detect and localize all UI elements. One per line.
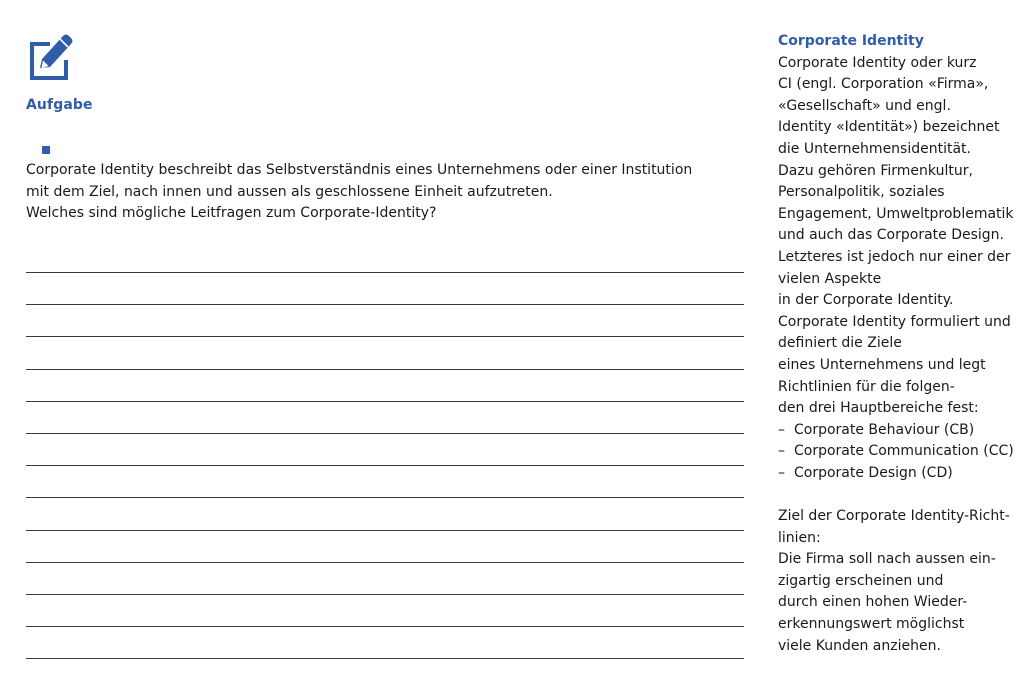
spacer	[778, 484, 1018, 506]
sidebar-line: Identity «Identität») bezeichnet	[778, 119, 1000, 136]
answer-line[interactable]	[26, 530, 744, 531]
answer-lines[interactable]	[26, 272, 744, 659]
sidebar-goal-line: linien:	[778, 529, 821, 546]
sidebar-line: CI (engl. Corporation «Firma»,	[778, 76, 989, 93]
sidebar-list-label: Corporate Behaviour (CB)	[794, 421, 975, 438]
answer-line[interactable]	[26, 658, 744, 659]
sidebar-line: und auch das Corporate Design.	[778, 227, 1004, 244]
sidebar-title: Corporate Identity	[778, 33, 924, 49]
answer-line[interactable]	[26, 465, 744, 466]
sidebar-goal-line: viele Kunden anziehen.	[778, 637, 941, 654]
sidebar-list-item	[778, 441, 1018, 463]
sidebar-line: «Gesellschaft» und engl.	[778, 97, 951, 114]
answer-line[interactable]	[26, 401, 744, 402]
sidebar-list-item	[778, 463, 1018, 485]
sidebar-line: Engagement, Umweltproblematik	[778, 205, 1014, 222]
task-line: Corporate Identity beschreibt das Selbstverständnis eines Unternehmens oder einer Institution	[26, 162, 693, 178]
answer-line[interactable]	[26, 594, 744, 595]
sidebar-list-item	[778, 420, 1018, 442]
sidebar-line: Dazu gehören Firmenkultur,	[778, 162, 973, 179]
sidebar-goal-line: erkennungswert möglichst	[778, 616, 965, 633]
task-heading: Aufgabe	[26, 97, 93, 113]
sidebar-line: den drei Hauptbereiche fest:	[778, 400, 979, 417]
pencil-checkbox-icon	[26, 32, 74, 82]
sidebar-line: in der Corporate Identity.	[778, 292, 954, 309]
sidebar-goal-line: Die Firma soll nach aussen ein-	[778, 551, 996, 568]
dash-mark: –	[778, 421, 785, 438]
sidebar-list-label: Corporate Communication (CC)	[794, 443, 1014, 460]
task-line: mit dem Ziel, nach innen und aussen als geschlossene Einheit aufzutreten.	[26, 183, 553, 200]
sidebar-list-label: Corporate Design (CD)	[794, 464, 953, 481]
sidebar-line: definiert die Ziele	[778, 335, 902, 352]
sidebar-line: Richtlinien für die folgen-	[778, 378, 955, 395]
answer-line[interactable]	[26, 433, 744, 434]
sidebar-goal-line: zigartig erscheinen und	[778, 572, 944, 589]
sidebar-line: die Unternehmensidentität.	[778, 140, 971, 157]
answer-line[interactable]	[26, 497, 744, 498]
sidebar-line: Letzteres ist jedoch nur einer der	[778, 248, 1011, 265]
sidebar-line: Corporate Identity oder kurz	[778, 54, 977, 71]
task-question: Welches sind mögliche Leitfragen zum Corporate-Identity?	[26, 205, 437, 222]
sidebar-goal-line: durch einen hohen Wieder-	[778, 594, 968, 611]
bullet-square	[42, 146, 50, 154]
answer-line[interactable]	[26, 304, 744, 305]
sidebar-line: eines Unternehmens und legt	[778, 356, 986, 373]
sidebar-line: vielen Aspekte	[778, 270, 882, 287]
answer-line[interactable]	[26, 336, 744, 337]
sidebar-line: Personalpolitik, soziales	[778, 184, 945, 201]
answer-line[interactable]	[26, 562, 744, 563]
sidebar-info	[778, 31, 1018, 657]
sidebar-goal-line: Ziel der Corporate Identity-Richt-	[778, 508, 1010, 525]
dash-mark: –	[778, 464, 785, 481]
answer-line[interactable]	[26, 369, 744, 370]
dash-mark: –	[778, 443, 785, 460]
sidebar-line: Corporate Identity formuliert und	[778, 313, 1011, 330]
task-description	[26, 160, 726, 225]
answer-line[interactable]	[26, 626, 744, 627]
answer-line[interactable]	[26, 272, 744, 273]
